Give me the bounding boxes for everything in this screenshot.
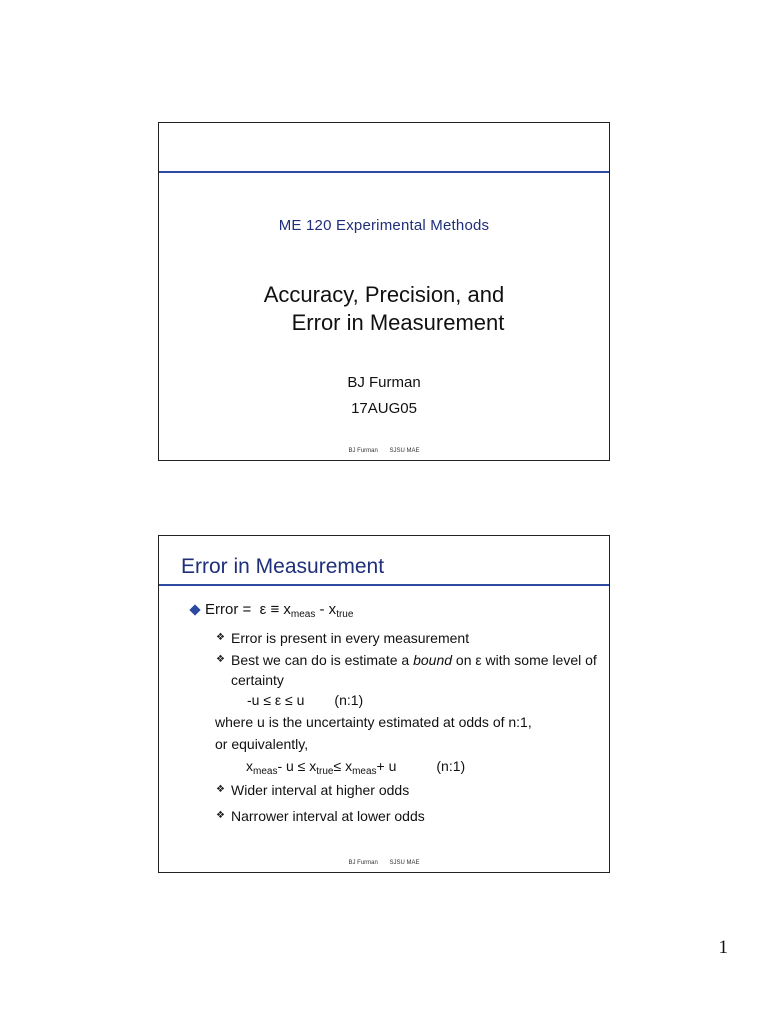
- epsilon-definition: ε ≡ x: [259, 601, 291, 618]
- bullet-text-3: Wider interval at higher odds: [231, 782, 410, 798]
- diamond-star-bullet-icon: ❖: [216, 810, 225, 821]
- expr-part-4: + u: [376, 758, 397, 774]
- bullet-text-2-emphasis: bound: [413, 652, 453, 668]
- author-name: BJ Furman: [347, 374, 421, 391]
- slide-2-footer: [159, 860, 609, 866]
- bullet-text-1: Error is present in every measurement: [231, 630, 470, 646]
- error-definition: [189, 600, 599, 620]
- sub-meas: meas: [290, 609, 316, 620]
- footer-author: BJ Furman: [348, 448, 378, 454]
- slide-2-body: [189, 600, 599, 826]
- inequality-odds: (n:1): [334, 692, 364, 708]
- inequality: [189, 690, 599, 710]
- inequality-text: -u ≤ ε ≤ u: [247, 692, 305, 708]
- bullet-text-2-post: on ε with some level of certainty: [231, 652, 597, 688]
- page-number: 1: [718, 937, 728, 958]
- or-equivalently: or equivalently,: [215, 736, 309, 752]
- footer-org: SJSU MAE: [389, 448, 420, 454]
- minus-x: - x: [315, 601, 337, 618]
- slide-1-footer: [159, 448, 609, 454]
- diamond-star-bullet-icon: ❖: [216, 784, 225, 795]
- slide-1-title: [159, 281, 609, 337]
- list-item: [189, 806, 599, 826]
- list-item: [189, 780, 599, 800]
- where-text: where u is the uncertainty estimated at odds of n:1,: [215, 714, 532, 730]
- expr-part-3: ≤ x: [333, 758, 353, 774]
- slide-1-header-rule: [159, 171, 609, 173]
- slide-2-header-rule: [159, 584, 609, 586]
- expr-sub-true: true: [316, 766, 334, 777]
- bullet-text-4: Narrower interval at lower odds: [231, 808, 425, 824]
- slide-2-title: Error in Measurement: [181, 555, 385, 578]
- bullet-text-2-pre: Best we can do is estimate a: [231, 652, 414, 668]
- title-line-1: Accuracy, Precision, and: [263, 282, 505, 307]
- sub-true: true: [336, 609, 354, 620]
- footer-author: BJ Furman: [348, 860, 378, 866]
- expr-part-2: - u ≤ x: [277, 758, 317, 774]
- expr-sub-meas-1: meas: [253, 766, 278, 777]
- diamond-star-bullet-icon: ❖: [216, 654, 225, 665]
- course-name: ME 120 Experimental Methods: [278, 217, 490, 234]
- diamond-bullet-icon: [189, 604, 200, 615]
- footer-org: SJSU MAE: [389, 860, 420, 866]
- expr-sub-meas-2: meas: [352, 766, 377, 777]
- list-item: [189, 628, 599, 648]
- expr-x1: x: [246, 758, 253, 774]
- slide-2: [158, 535, 610, 873]
- title-line-2: Error in Measurement: [291, 310, 505, 335]
- error-label: Error =: [205, 601, 252, 618]
- expr-odds: (n:1): [436, 758, 466, 774]
- list-item: [189, 650, 599, 690]
- interval-expression: [189, 756, 599, 776]
- slide-1: [158, 122, 610, 461]
- diamond-star-bullet-icon: ❖: [216, 632, 225, 643]
- presentation-date: 17AUG05: [351, 400, 417, 417]
